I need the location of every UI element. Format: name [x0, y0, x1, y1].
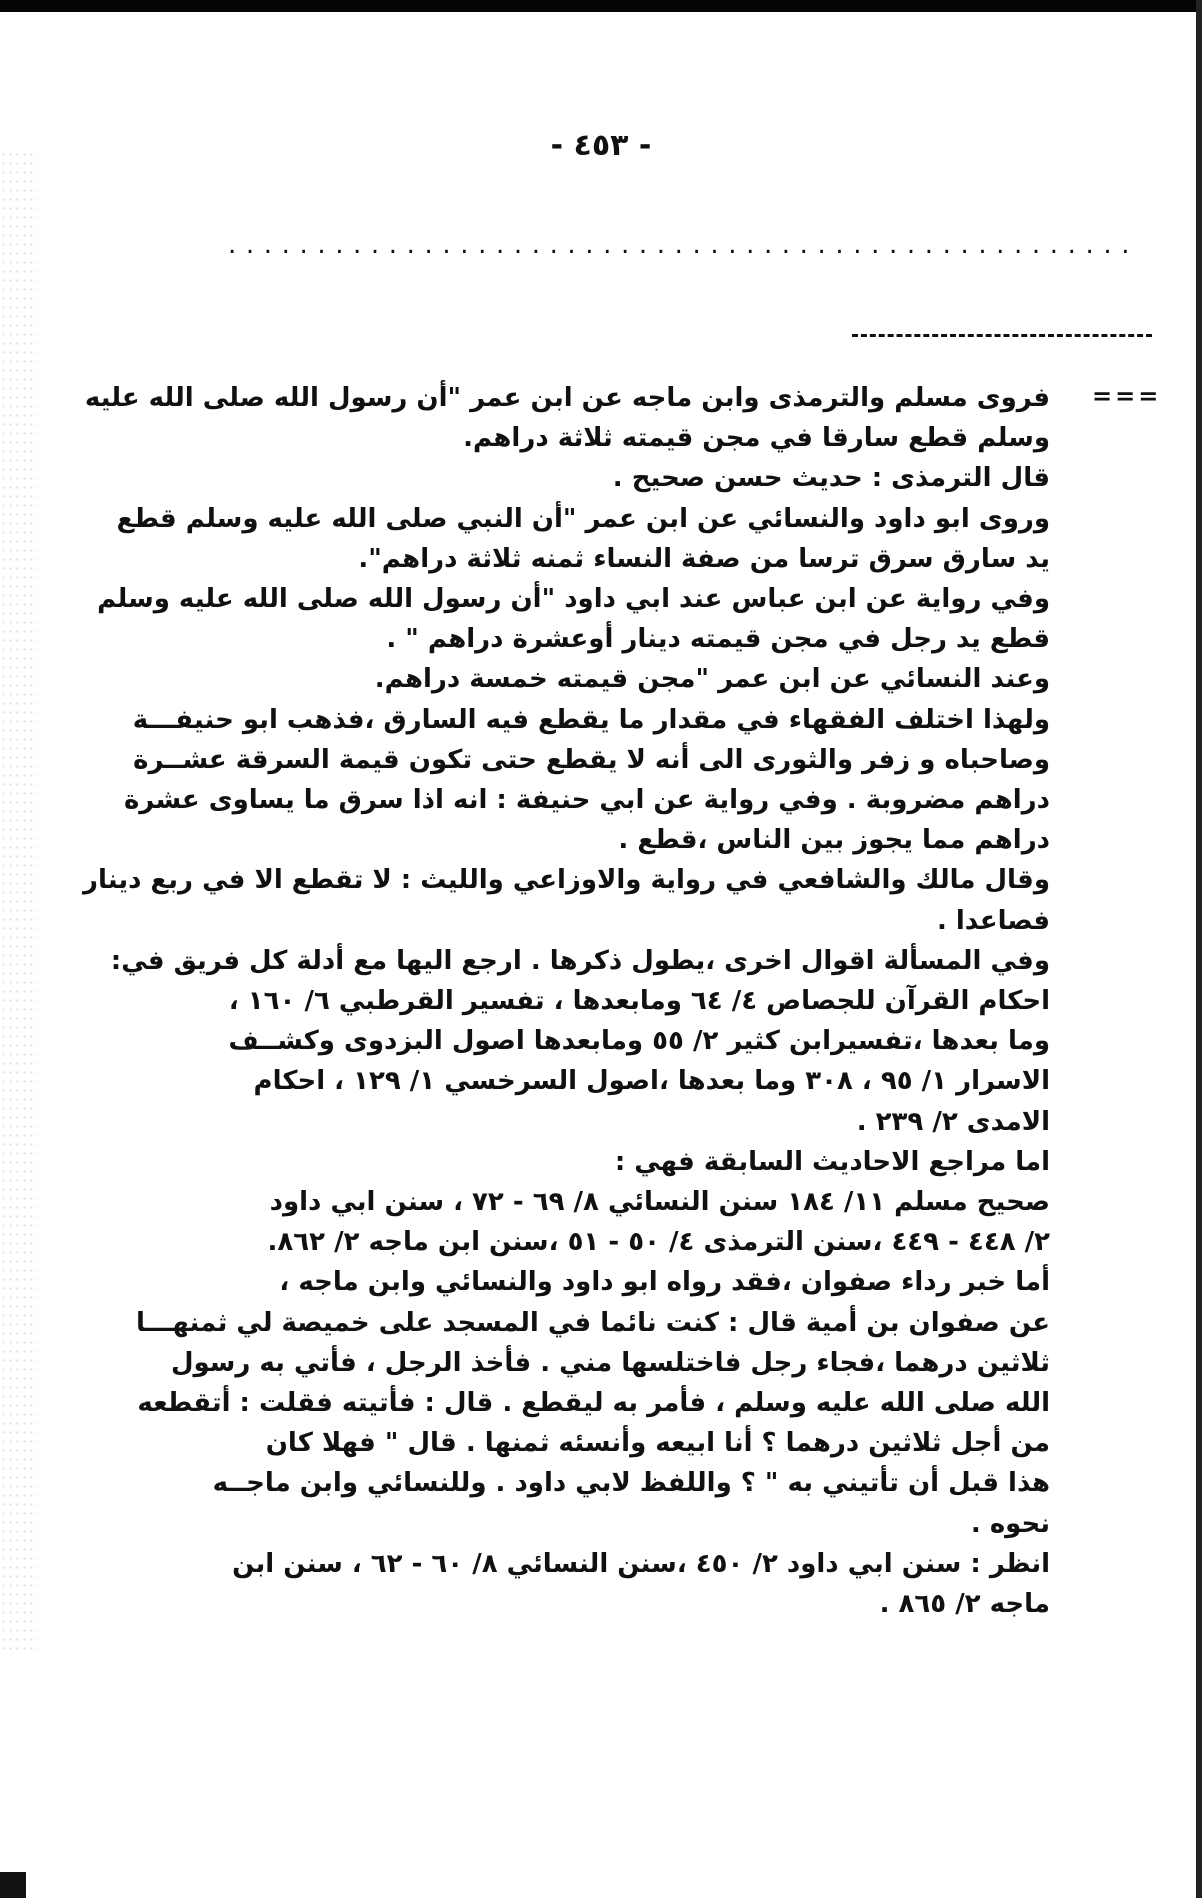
- text-line: صحيح مسلم ١١/ ١٨٤ سنن النسائي ٨/ ٦٩ - ٧٢ ، سنن ابي داود: [269, 1187, 1050, 1218]
- text-line: دراهم مضروبة . وفي رواية عن ابي حنيفة : انه اذا سرق ما يساوى عشرة: [123, 785, 1050, 816]
- text-line: فروى مسلم والترمذى وابن ماجه عن ابن عمر "أن رسول الله صلى الله عليه: [84, 383, 1050, 413]
- text-line: نحوه .: [970, 1508, 1050, 1539]
- dashed-separator: [852, 334, 1152, 337]
- text-line: اما مراجع الاحاديث السابقة فهي :: [614, 1146, 1050, 1177]
- text-line: ولهذا اختلف الفقهاء في مقدار ما يقطع فيه السارق ،فذهب ابو حنيفـــة: [132, 704, 1050, 735]
- text-line: وقال مالك والشافعي في رواية والاوزاعي والليث : لا تقطع الا في ربع دينار: [83, 865, 1050, 896]
- page-number: - ٤٥٣ -: [550, 128, 652, 163]
- scan-right-border: [1196, 0, 1202, 1898]
- text-line: عن صفوان بن أمية قال : كنت نائما في المسجد على خميصة لي ثمنهـــا: [135, 1307, 1050, 1338]
- text-line: فصاعدا .: [936, 905, 1050, 936]
- text-line: ماجه ٢/ ٨٦٥ .: [879, 1589, 1050, 1620]
- text-line: هذا قبل أن تأتيني به " ؟ واللفظ لابي داود . وللنسائي وابن ماجــه: [212, 1468, 1050, 1499]
- scan-corner-mark: [0, 1872, 26, 1898]
- text-line: وفي رواية عن ابن عباس عند ابي داود "أن رسول الله صلى الله عليه وسلم: [97, 584, 1050, 615]
- text-line: قال الترمذى : حديث حسن صحيح .: [612, 463, 1050, 494]
- text-line: انظر : سنن ابي داود ٢/ ٤٥٠ ،سنن النسائي ٨/ ٦٠ - ٦٢ ، سنن ابن: [232, 1548, 1050, 1579]
- text-line: من أجل ثلاثين درهما ؟ أنا ابيعه وأنسئه ثمنها . قال " فهلا كان: [265, 1428, 1050, 1459]
- text-line: وعند النسائي عن ابن عمر "مجن قيمته خمسة دراهم.: [374, 664, 1050, 695]
- text-line: الامدى ٢/ ٢٣٩ .: [856, 1106, 1050, 1137]
- footnote-marker: ===: [1092, 382, 1162, 410]
- text-line: الاسرار ١/ ٩٥ ، ٣٠٨ وما بعدها ،اصول السرخسي ١/ ١٢٩ ، احكام: [253, 1066, 1050, 1097]
- text-line: دراهم مما يجوز بين الناس ،قطع .: [618, 825, 1050, 856]
- text-line: احكام القرآن للجصاص ٤/ ٦٤ ومابعدها ، تفسير القرطبي ٦/ ١٦٠ ،: [228, 986, 1050, 1017]
- text-line: وروى ابو داود والنسائي عن ابن عمر "أن النبي صلى الله عليه وسلم قطع: [116, 503, 1050, 534]
- text-line: ٢/ ٤٤٨ - ٤٤٩ ،سنن الترمذى ٤/ ٥٠ - ٥١ ،سنن ابن ماجه ٢/ ٨٦٢.: [267, 1227, 1050, 1258]
- footnote-body: [83, 378, 1050, 1624]
- scan-top-border: [0, 0, 1202, 12]
- text-line: قطع يد رجل في مجن قيمته دينار أوعشرة دراهم " .: [386, 624, 1050, 655]
- scan-noise: [0, 150, 38, 1650]
- dotted-separator: ...................................................: [228, 230, 1140, 260]
- text-line: وسلم قطع سارقا في مجن قيمته ثلاثة دراهم.: [463, 423, 1050, 454]
- text-line: يد سارق سرق ترسا من صفة النساء ثمنه ثلاثة دراهم".: [358, 543, 1050, 574]
- text-line: أما خبر رداء صفوان ،فقد رواه ابو داود والنسائي وابن ماجه ،: [279, 1267, 1050, 1298]
- text-line: الله صلى الله عليه وسلم ، فأمر به ليقطع . قال : فأتيته فقلت : أتقطعه: [137, 1388, 1050, 1419]
- text-line: ثلاثين درهما ،فجاء رجل فاختلسها مني . فأخذ الرجل ، فأتي به رسول: [170, 1347, 1050, 1378]
- text-line: وصاحباه و زفر والثورى الى أنه لا يقطع حتى تكون قيمة السرقة عشــرة: [133, 744, 1050, 775]
- text-line: وما بعدها ،تفسيرابن كثير ٢/ ٥٥ ومابعدها اصول البزدوى وكشــف: [228, 1026, 1050, 1057]
- text-line: وفي المسألة اقوال اخرى ،يطول ذكرها . ارجع اليها مع أدلة كل فريق في:: [110, 945, 1050, 976]
